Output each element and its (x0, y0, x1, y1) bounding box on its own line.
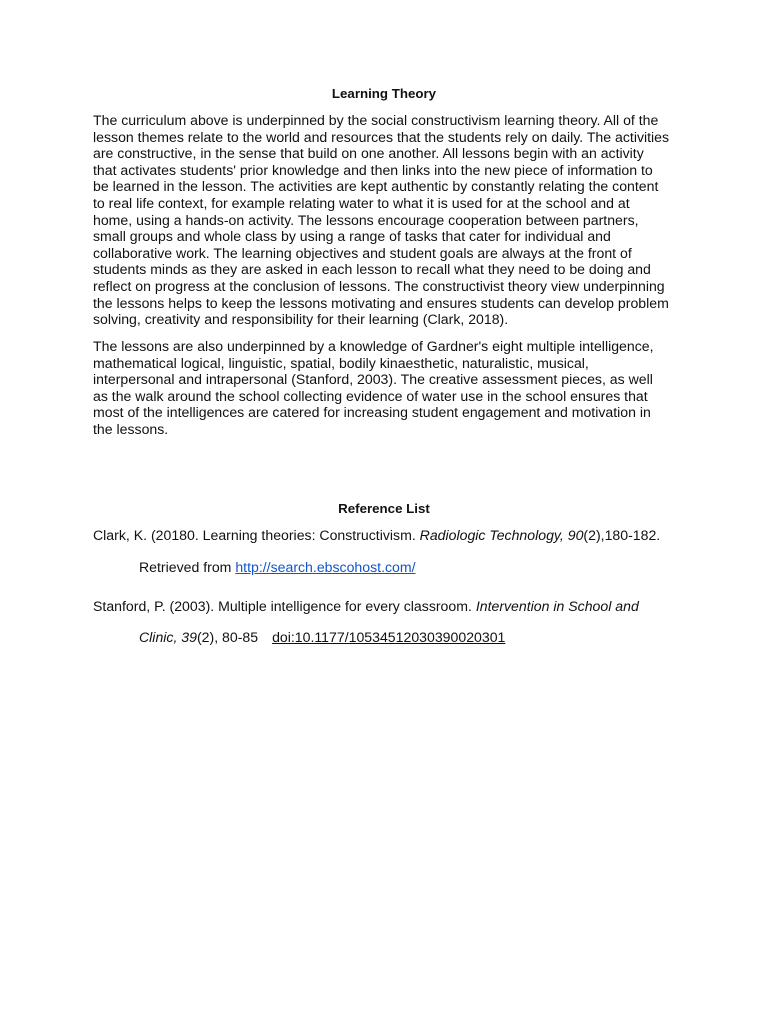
reference-stanford-line-2 (139, 629, 505, 646)
reference-stanford-issue-pages: (2), 80-85 (196, 629, 259, 645)
reference-stanford-line-1 (93, 598, 639, 615)
reference-clark-url-link[interactable]: http://search.ebscohost.com/ (235, 559, 416, 575)
reference-stanford-doi: doi:10.1177/10534512030390020301 (272, 629, 506, 645)
reference-clark-line-2 (139, 559, 416, 576)
reference-stanford-journal-part-2: Clinic, 39 (139, 629, 197, 645)
reference-stanford-authors: Stanford, P. (2003). Multiple intelligence for every classroom. (93, 598, 476, 614)
reference-clark-line-1 (93, 527, 660, 544)
learning-theory-heading: Learning Theory (331, 86, 437, 101)
reference-stanford-journal-part-1: Intervention in School and (475, 598, 639, 614)
reference-clark-retrieved-label: Retrieved from (139, 559, 236, 575)
reference-clark-authors: Clark, K. (20180. Learning theories: Constructivism. (93, 527, 420, 543)
learning-theory-paragraph-2: The lessons are also underpinned by a knowledge of Gardner's eight multiple intelligence, mathematical logical, linguistic, spatial, bodily kinaesthetic, naturalistic, musical, interpersonal and intrapersonal (Stanford, 2003). The creative assessment pieces, as well as the walk around the school collecting evidence of water use in the school ensures that most of the intelligences are catered for increasing student engagement and motivation in the lessons. (93, 338, 654, 437)
reference-clark-journal: Radiologic Technology, 90 (419, 527, 584, 543)
reference-list-heading: Reference List (338, 501, 430, 516)
learning-theory-paragraph-1: The curriculum above is underpinned by the social constructivism learning theory. All of the lesson themes relate to the world and resources that the students rely on daily. The activities are constructive, in the sense that build on one another. All lessons begin with an activity that activates students' prior knowledge and then links into the new piece of information to be learned in the lesson. The activities are kept authentic by constantly relating the content to real life context, for example relating water to what it is used for at the school and at home, using a hands-on activity. The lessons encourage cooperation between partners, small groups and whole class by using a range of tasks that cater for individual and collaborative work. The learning objectives and student goals are always at the front of students minds as they are asked in each lesson to recall what they need to be doing and reflect on progress at the conclusion of lessons. The constructivist theory view underpinning the lessons helps to keep the lessons motivating and ensures students can develop problem solving, creativity and responsibility for their learning (Clark, 2018). (93, 112, 670, 328)
reference-clark-issue-pages: (2),180-182. (583, 527, 661, 543)
